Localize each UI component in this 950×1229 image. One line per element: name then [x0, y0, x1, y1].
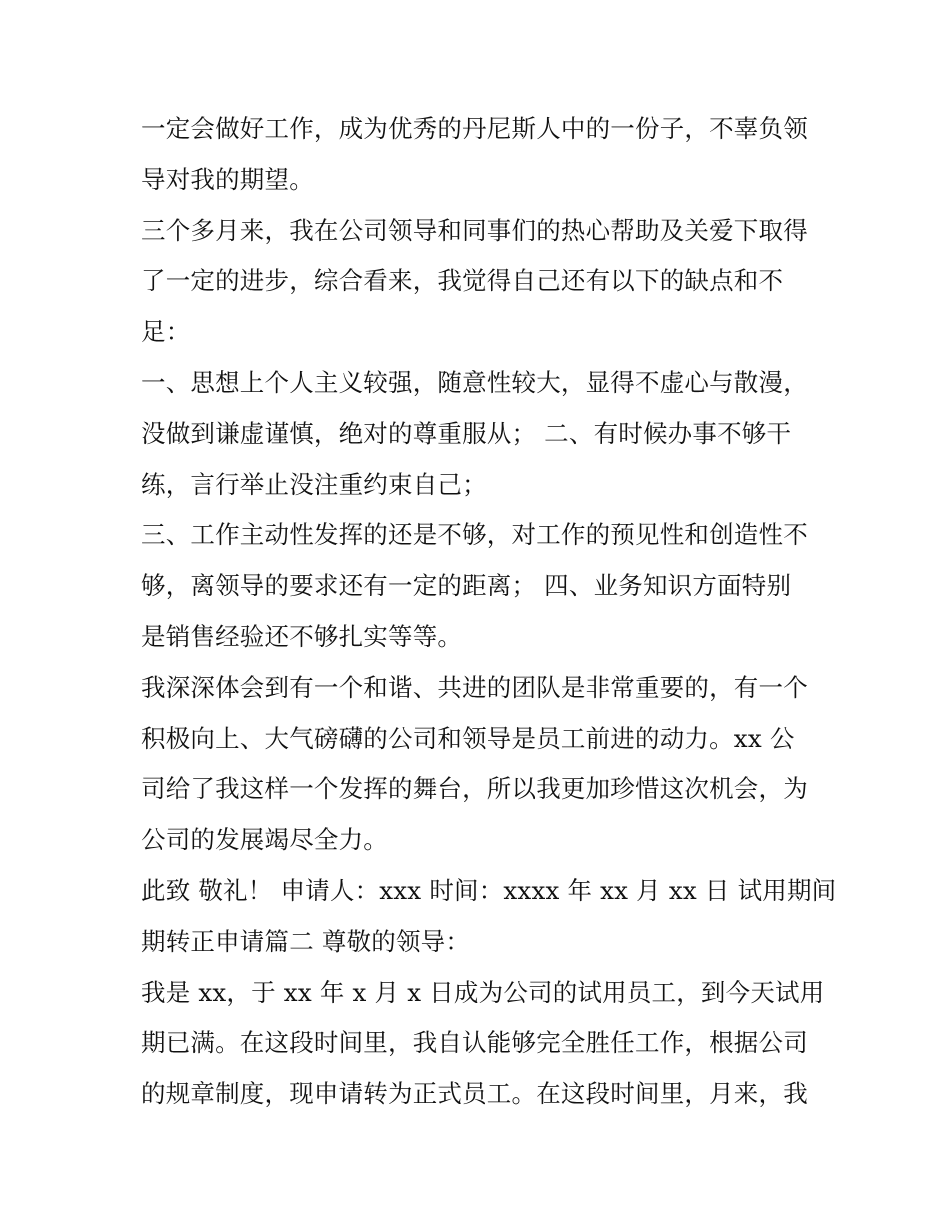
text-line: 司给了我这样一个发挥的舞台，所以我更加珍惜这次机会，为: [141, 774, 808, 804]
text-line: 积极向上、大气磅礴的公司和领导是员工前进的动力。xx 公: [141, 723, 795, 753]
text-line: 三、工作主动性发挥的还是不够，对工作的预见性和创造性不: [141, 520, 808, 550]
text-line: 三个多月来，我在公司领导和同事们的热心帮助及关爱下取得: [141, 215, 808, 245]
text-line: 没做到谦虚谨慎，绝对的尊重服从； 二、有时候办事不够干: [141, 418, 792, 448]
text-line: 够，离领导的要求还有一定的距离； 四、业务知识方面特别: [141, 571, 792, 601]
text-line: 公司的发展竭尽全力。: [141, 825, 388, 855]
document-body: [141, 104, 837, 1120]
text-line: 是销售经验还不够扎实等等。: [141, 621, 463, 651]
text-line: 此致 敬礼！ 申请人：xxx 时间：xxxx 年 xx 月 xx 日 试用期间: [141, 875, 837, 905]
text-line: 一定会做好工作，成为优秀的丹尼斯人中的一份子，不辜负领: [141, 114, 808, 143]
text-line: 期已满。在这段时间里，我自认能够完全胜任工作，根据公司: [141, 1028, 808, 1058]
text-line: 了一定的进步，综合看来，我觉得自己还有以下的缺点和不: [141, 266, 784, 296]
text-line: 我深深体会到有一个和谐、共进的团队是非常重要的，有一个: [141, 672, 808, 702]
text-line: 足：: [141, 317, 191, 347]
text-line: 一、思想上个人主义较强，随意性较大，显得不虚心与散漫，: [141, 367, 808, 397]
text-line: 练，言行举止没注重约束自己；: [141, 469, 487, 499]
text-line: 期转正申请篇二 尊敬的领导：: [141, 926, 471, 956]
text-line: 我是 xx，于 xx 年 x 月 x 日成为公司的试用员工，到今天试用: [141, 977, 825, 1007]
text-line: 导对我的期望。: [141, 164, 314, 194]
text-line: 的规章制度，现申请转为正式员工。在这段时间里，月来，我: [141, 1079, 808, 1109]
